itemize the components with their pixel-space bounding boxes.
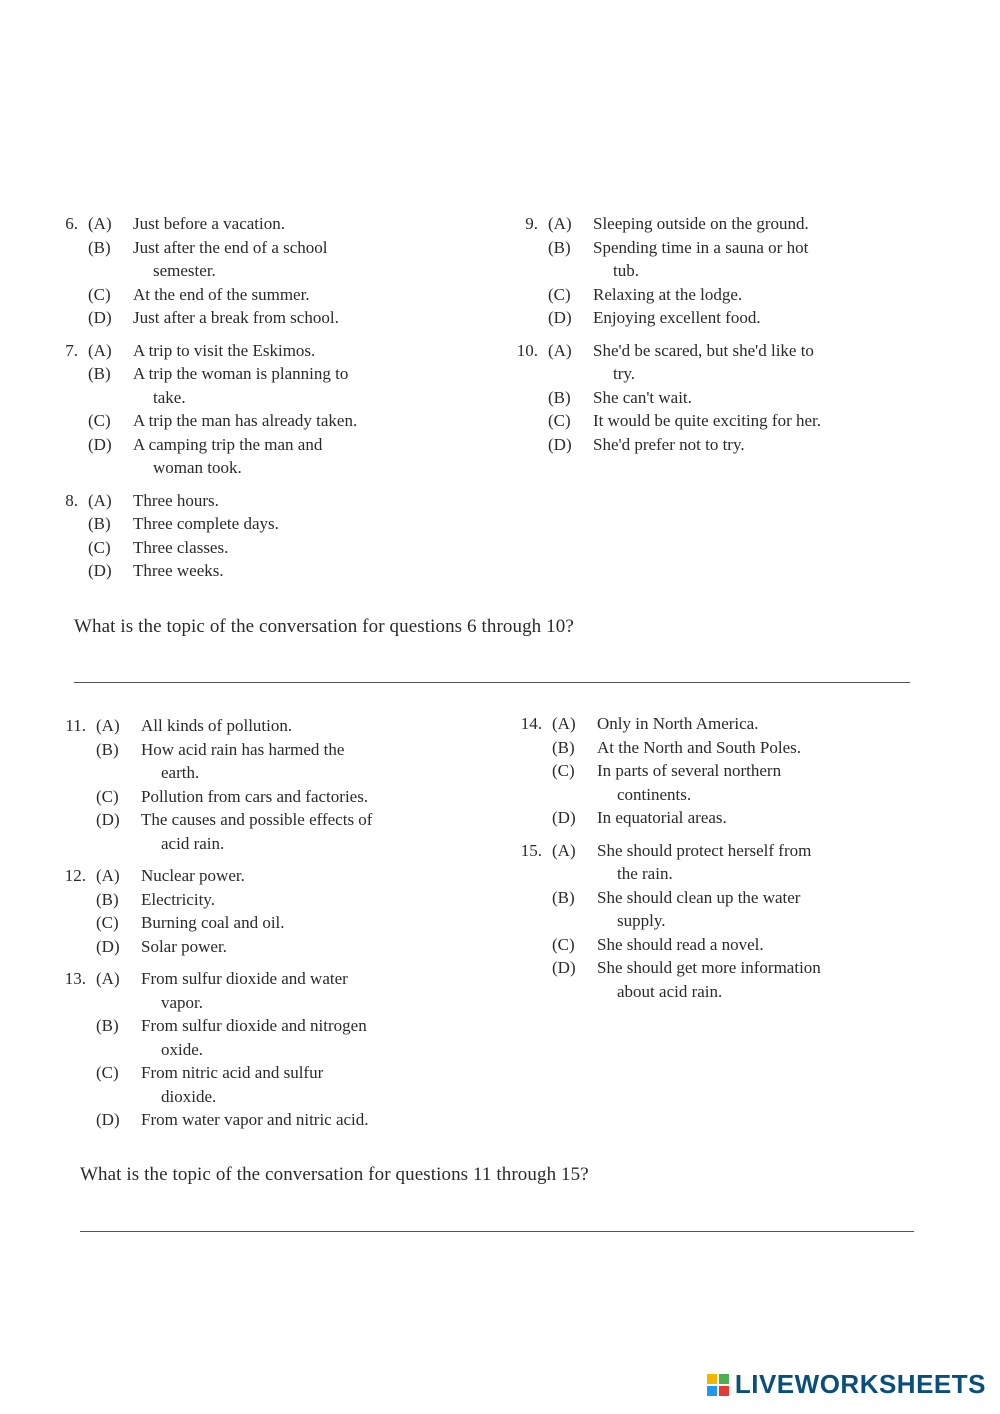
option-letter: (C) bbox=[88, 411, 111, 430]
answer-option[interactable] bbox=[48, 283, 468, 307]
option-text-continuation: dioxide. bbox=[161, 1086, 217, 1106]
answer-option[interactable] bbox=[56, 864, 476, 888]
logo-square-green bbox=[719, 1374, 729, 1384]
question-number: 11. bbox=[65, 716, 86, 735]
answer-option[interactable] bbox=[56, 808, 476, 855]
option-text-line: She can't wait. bbox=[593, 387, 692, 407]
option-letter: (A) bbox=[96, 969, 120, 988]
option-letter: (B) bbox=[96, 1016, 119, 1035]
question-6 bbox=[48, 212, 468, 330]
option-text-line: From water vapor and nitric acid. bbox=[141, 1110, 369, 1129]
answer-option[interactable] bbox=[512, 736, 932, 760]
section2-left-column bbox=[56, 714, 476, 1141]
option-text bbox=[593, 409, 928, 433]
option-text bbox=[133, 409, 468, 433]
option-text bbox=[597, 956, 932, 1003]
option-text bbox=[597, 933, 932, 957]
option-text bbox=[133, 433, 468, 480]
option-text-line: From nitric acid and sulfur bbox=[141, 1063, 324, 1082]
answer-option[interactable] bbox=[48, 362, 468, 409]
option-letter: (D) bbox=[88, 308, 112, 327]
option-text bbox=[133, 283, 468, 307]
answer-option[interactable] bbox=[48, 536, 468, 560]
option-letter: (B) bbox=[548, 237, 571, 257]
liveworksheets-brand bbox=[707, 1369, 986, 1400]
answer-option[interactable] bbox=[56, 935, 476, 959]
option-text-line: She'd prefer not to try. bbox=[593, 434, 745, 454]
answer-option[interactable] bbox=[512, 956, 932, 1003]
option-text bbox=[133, 236, 468, 283]
option-text-line: Spending time in a sauna or hot bbox=[593, 237, 809, 257]
question-15 bbox=[512, 839, 932, 1004]
option-text bbox=[141, 1108, 476, 1132]
answer-option[interactable] bbox=[512, 839, 932, 886]
option-text-line: All kinds of pollution. bbox=[141, 716, 293, 735]
option-letter: (D) bbox=[96, 1110, 120, 1129]
answer-option[interactable] bbox=[508, 212, 928, 236]
answer-option[interactable] bbox=[508, 339, 928, 386]
question-8 bbox=[48, 489, 468, 583]
option-text-continuation: continents. bbox=[617, 784, 692, 804]
option-text bbox=[597, 839, 932, 886]
option-text-line: Three classes. bbox=[133, 537, 229, 557]
option-text bbox=[597, 806, 932, 830]
answer-option[interactable] bbox=[512, 759, 932, 806]
question-number: 8. bbox=[65, 490, 78, 510]
option-letter: (A) bbox=[88, 340, 112, 360]
option-text-line: Relaxing at the lodge. bbox=[593, 284, 743, 304]
option-text bbox=[141, 738, 476, 785]
answer-option[interactable] bbox=[508, 433, 928, 457]
option-text bbox=[141, 888, 476, 912]
option-letter: (B) bbox=[96, 739, 119, 759]
option-text bbox=[141, 808, 476, 855]
option-text-line: Three weeks. bbox=[133, 561, 224, 580]
section1-left-column bbox=[48, 212, 468, 592]
option-text bbox=[593, 306, 928, 330]
option-text bbox=[593, 433, 928, 457]
answer-line-11-15[interactable] bbox=[80, 1231, 914, 1232]
option-text-line: At the North and South Poles. bbox=[597, 737, 801, 757]
option-letter: (A) bbox=[552, 714, 576, 733]
option-text-line: She should read a novel. bbox=[597, 934, 764, 954]
option-letter: (C) bbox=[96, 786, 119, 806]
option-text-line: Nuclear power. bbox=[141, 866, 245, 885]
option-text-continuation: woman took. bbox=[153, 458, 242, 477]
option-text bbox=[133, 306, 468, 330]
question-7 bbox=[48, 339, 468, 480]
option-letter: (A) bbox=[96, 866, 120, 885]
option-text-line: A trip to visit the Eskimos. bbox=[133, 340, 316, 360]
option-letter: (D) bbox=[88, 561, 112, 580]
option-text bbox=[133, 362, 468, 409]
option-text bbox=[141, 785, 476, 809]
question-number: 14. bbox=[520, 714, 542, 733]
logo-square-red bbox=[719, 1386, 729, 1396]
option-letter: (D) bbox=[552, 958, 576, 977]
answer-option[interactable] bbox=[56, 1014, 476, 1061]
question-number: 15. bbox=[520, 840, 542, 860]
option-text-line: A trip the man has already taken. bbox=[133, 411, 358, 430]
option-text-continuation: vapor. bbox=[161, 992, 204, 1012]
topic-prompt-6-10: What is the topic of the conversation for questions 6 through 10? bbox=[74, 616, 574, 637]
option-text-line: Sleeping outside on the ground. bbox=[593, 214, 809, 233]
answer-option[interactable] bbox=[508, 306, 928, 330]
option-letter: (D) bbox=[548, 308, 572, 327]
answer-option[interactable] bbox=[48, 409, 468, 433]
option-letter: (A) bbox=[548, 340, 572, 360]
option-text-line: From sulfur dioxide and water bbox=[141, 969, 348, 988]
option-letter: (C) bbox=[548, 411, 571, 430]
answer-option[interactable] bbox=[508, 386, 928, 410]
option-text bbox=[593, 212, 928, 236]
option-text-continuation: about acid rain. bbox=[617, 981, 723, 1001]
answer-option[interactable] bbox=[56, 1108, 476, 1132]
question-11 bbox=[56, 714, 476, 855]
option-text-line: She should protect herself from bbox=[597, 840, 812, 860]
option-text-line: Burning coal and oil. bbox=[141, 913, 285, 932]
option-text-line: She should get more information bbox=[597, 958, 821, 977]
answer-option[interactable] bbox=[56, 967, 476, 1014]
option-text-continuation: take. bbox=[153, 387, 186, 407]
question-number: 10. bbox=[516, 340, 538, 360]
option-text bbox=[597, 712, 932, 736]
option-text-continuation: oxide. bbox=[161, 1039, 204, 1059]
option-text bbox=[597, 886, 932, 933]
option-text bbox=[141, 911, 476, 935]
answer-option[interactable] bbox=[48, 559, 468, 583]
option-text-continuation: acid rain. bbox=[161, 833, 225, 853]
answer-option[interactable] bbox=[56, 738, 476, 785]
option-letter: (C) bbox=[88, 537, 111, 557]
option-text bbox=[597, 736, 932, 760]
option-text-line: How acid rain has harmed the bbox=[141, 739, 345, 759]
option-text-line: At the end of the summer. bbox=[133, 284, 310, 304]
option-text-line: Enjoying excellent food. bbox=[593, 308, 761, 327]
option-letter: (B) bbox=[88, 514, 111, 533]
option-text-line: Just after a break from school. bbox=[133, 308, 339, 327]
option-text-line: From sulfur dioxide and nitrogen bbox=[141, 1016, 367, 1035]
option-letter: (C) bbox=[548, 284, 571, 304]
option-text bbox=[141, 714, 476, 738]
option-text-line: She should clean up the water bbox=[597, 887, 801, 907]
answer-option[interactable] bbox=[508, 409, 928, 433]
option-text bbox=[133, 489, 468, 513]
option-text bbox=[141, 967, 476, 1014]
option-text bbox=[593, 339, 928, 386]
question-13 bbox=[56, 967, 476, 1132]
option-letter: (A) bbox=[88, 490, 112, 510]
option-text-line: Three complete days. bbox=[133, 514, 279, 533]
option-text-line: In parts of several northern bbox=[597, 761, 782, 780]
logo-square-blue bbox=[707, 1386, 717, 1396]
option-letter: (A) bbox=[548, 214, 572, 233]
answer-option[interactable] bbox=[512, 806, 932, 830]
option-text-continuation: tub. bbox=[613, 261, 639, 280]
answer-option[interactable] bbox=[48, 212, 468, 236]
option-text-continuation: supply. bbox=[617, 911, 666, 930]
question-12 bbox=[56, 864, 476, 958]
option-text-continuation: try. bbox=[613, 364, 636, 383]
option-text-line: It would be quite exciting for her. bbox=[593, 411, 822, 430]
answer-option[interactable] bbox=[508, 236, 928, 283]
option-letter: (B) bbox=[548, 387, 571, 407]
option-text bbox=[597, 759, 932, 806]
answer-option[interactable] bbox=[56, 785, 476, 809]
option-text bbox=[133, 559, 468, 583]
option-letter: (D) bbox=[552, 808, 576, 827]
option-text-line: Pollution from cars and factories. bbox=[141, 786, 369, 806]
option-text bbox=[593, 236, 928, 283]
question-number: 12. bbox=[64, 866, 86, 885]
option-letter: (A) bbox=[96, 716, 120, 735]
section2-right-column bbox=[512, 712, 932, 1012]
logo-square-yellow bbox=[707, 1374, 717, 1384]
option-text-line: Solar power. bbox=[141, 936, 227, 956]
option-text bbox=[133, 512, 468, 536]
question-9 bbox=[508, 212, 928, 330]
question-number: 13. bbox=[64, 969, 86, 988]
option-text bbox=[141, 1014, 476, 1061]
option-text-line: Just before a vacation. bbox=[133, 214, 285, 233]
option-letter: (C) bbox=[96, 1063, 119, 1082]
option-text-continuation: earth. bbox=[161, 763, 200, 782]
option-text-continuation: semester. bbox=[153, 261, 216, 280]
question-number: 6. bbox=[65, 214, 78, 233]
answer-option[interactable] bbox=[56, 888, 476, 912]
brand-name: LIVEWORKSHEETS bbox=[734, 1369, 986, 1399]
option-text bbox=[141, 935, 476, 959]
option-text-line: Only in North America. bbox=[597, 714, 759, 733]
option-text-line: Three hours. bbox=[133, 490, 219, 510]
option-text bbox=[593, 386, 928, 410]
question-number: 7. bbox=[65, 340, 78, 360]
answer-line-6-10[interactable] bbox=[74, 682, 910, 683]
option-letter: (A) bbox=[552, 840, 576, 860]
option-letter: (A) bbox=[88, 214, 112, 233]
option-letter: (D) bbox=[548, 434, 572, 454]
answer-option[interactable] bbox=[48, 306, 468, 330]
option-text bbox=[141, 1061, 476, 1108]
question-14 bbox=[512, 712, 932, 830]
answer-option[interactable] bbox=[48, 512, 468, 536]
option-letter: (D) bbox=[88, 434, 112, 454]
answer-option[interactable] bbox=[56, 714, 476, 738]
answer-option[interactable] bbox=[512, 712, 932, 736]
option-text bbox=[141, 864, 476, 888]
option-text-line: She'd be scared, but she'd like to bbox=[593, 340, 814, 360]
answer-option[interactable] bbox=[48, 339, 468, 363]
option-letter: (D) bbox=[96, 936, 120, 956]
option-letter: (B) bbox=[552, 887, 575, 907]
answer-option[interactable] bbox=[48, 489, 468, 513]
option-letter: (C) bbox=[88, 284, 111, 304]
option-text-line: Electricity. bbox=[141, 889, 215, 909]
option-text-line: Just after the end of a school bbox=[133, 237, 328, 257]
answer-option[interactable] bbox=[48, 236, 468, 283]
option-text bbox=[133, 212, 468, 236]
option-letter: (C) bbox=[552, 934, 575, 954]
answer-option[interactable] bbox=[56, 911, 476, 935]
option-letter: (C) bbox=[96, 913, 119, 932]
option-text-line: The causes and possible effects of bbox=[141, 810, 373, 829]
answer-option[interactable] bbox=[508, 283, 928, 307]
answer-option[interactable] bbox=[512, 933, 932, 957]
option-text bbox=[593, 283, 928, 307]
option-text-line: A camping trip the man and bbox=[133, 434, 323, 454]
answer-option[interactable] bbox=[56, 1061, 476, 1108]
answer-option[interactable] bbox=[512, 886, 932, 933]
option-text-continuation: the rain. bbox=[617, 864, 673, 883]
topic-prompt-11-15: What is the topic of the conversation for questions 11 through 15? bbox=[80, 1164, 589, 1185]
option-letter: (D) bbox=[96, 810, 120, 829]
option-text bbox=[133, 339, 468, 363]
option-letter: (C) bbox=[552, 761, 575, 780]
option-letter: (B) bbox=[88, 364, 111, 383]
question-10 bbox=[508, 339, 928, 457]
question-number: 9. bbox=[525, 214, 538, 233]
option-letter: (B) bbox=[552, 737, 575, 757]
answer-option[interactable] bbox=[48, 433, 468, 480]
liveworksheets-logo-icon bbox=[707, 1374, 729, 1396]
option-text-line: A trip the woman is planning to bbox=[133, 364, 349, 383]
option-letter: (B) bbox=[96, 889, 119, 909]
option-letter: (B) bbox=[88, 237, 111, 257]
option-text bbox=[133, 536, 468, 560]
section1-right-column bbox=[508, 212, 928, 465]
option-text-line: In equatorial areas. bbox=[597, 808, 727, 827]
